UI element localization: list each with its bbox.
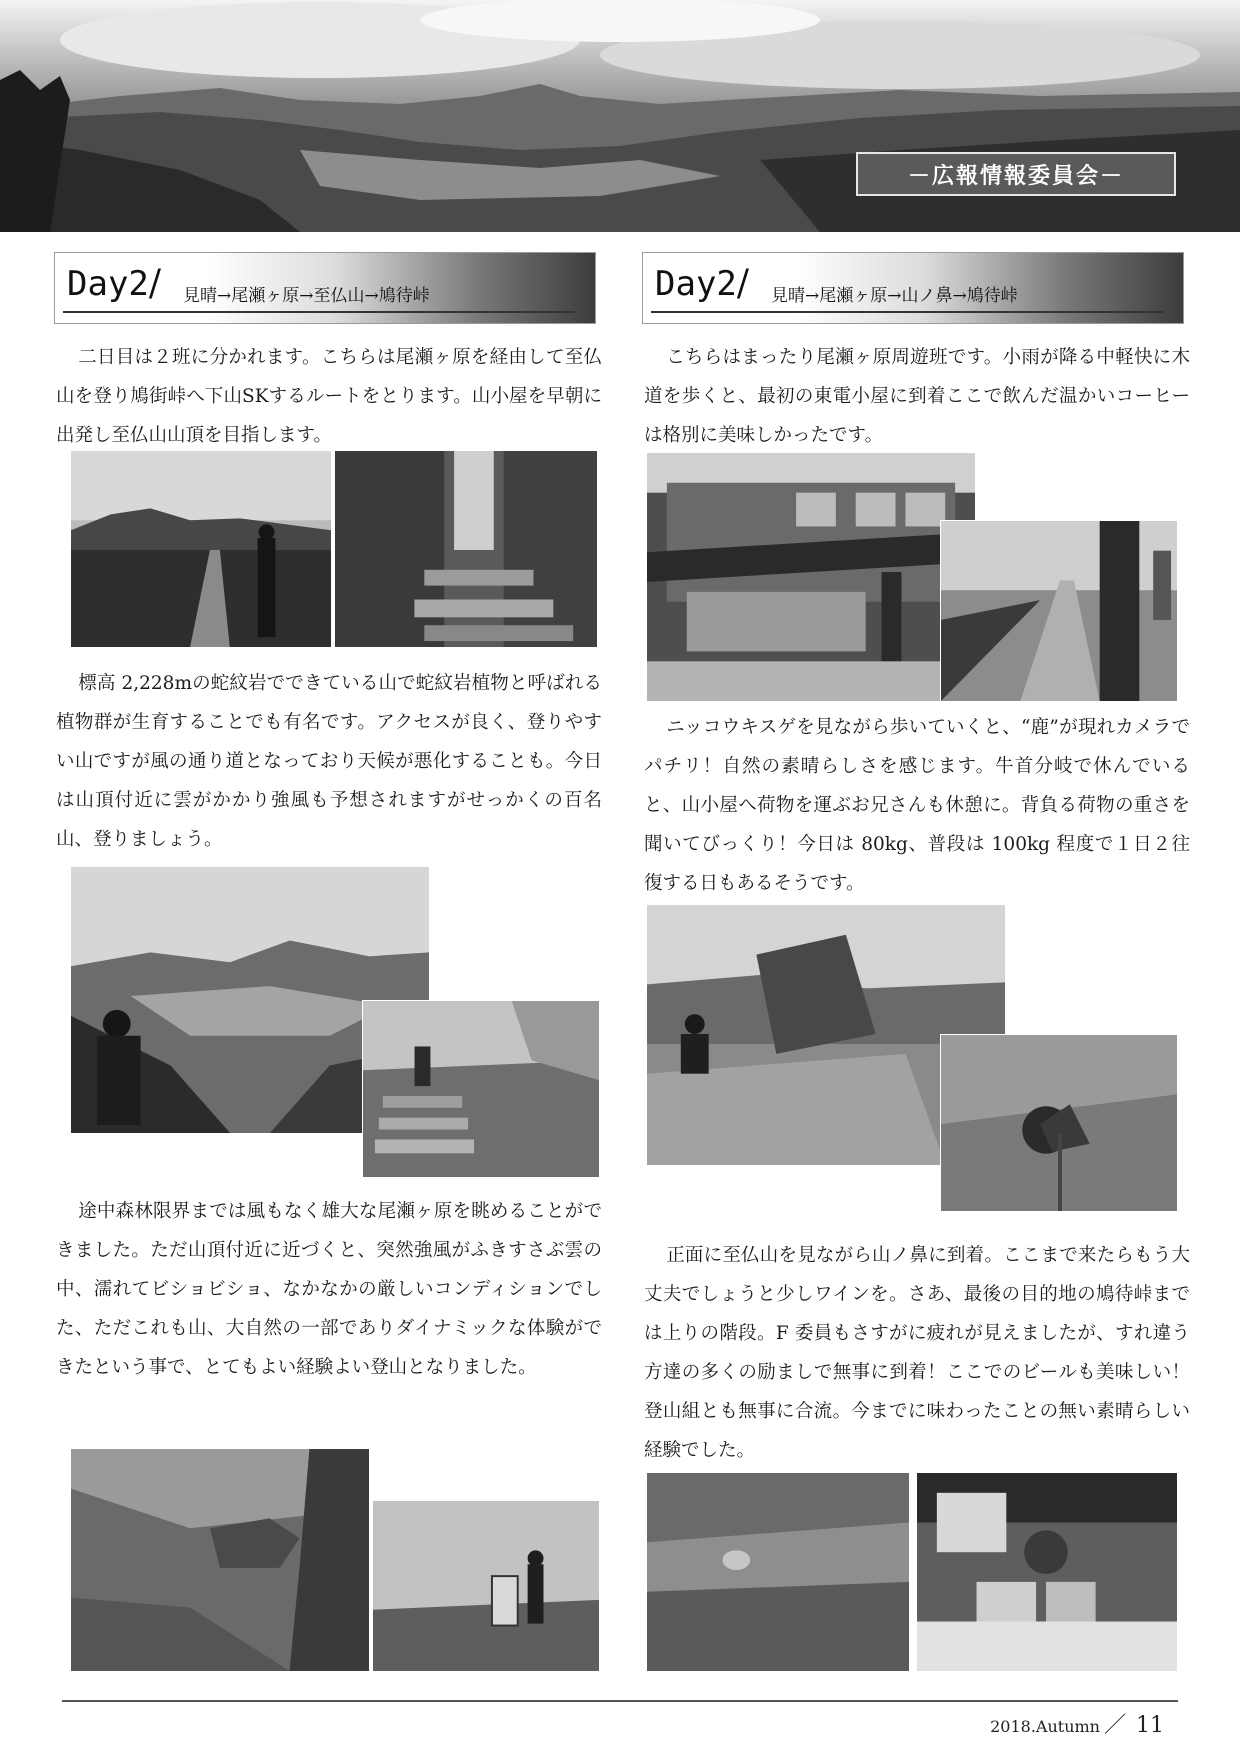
right-paragraph-2: ニッコウキスゲを見ながら歩いていくと、“鹿”が現れカメラでパチリ！自然の素晴らしさを感じます。牛首分岐で休んでいると、山小屋へ荷物を運ぶお兄さんも休憩に。背負る荷物の重さを聞いてびっくり！今日は 80kg、普段は 100kg 程度で１日２往復する日もあるそうです。 — [644, 717, 1190, 894]
photo-suspension-bridge — [940, 520, 1178, 702]
right-day-label: Day2 — [655, 264, 737, 304]
page-number: 11 — [1136, 1713, 1164, 1738]
left-route: 見晴→尾瀬ヶ原→至仏山→鳩待峠 — [183, 286, 430, 306]
page-footer — [990, 1708, 1164, 1739]
photo-deer-in-grass — [646, 1472, 910, 1672]
right-paragraph-1: こちらはまったり尾瀬ヶ原周遊班です。小雨が降る中軽快に木道を歩くと、最初の東電小屋に到着ここで飲んだ温かいコーヒーは格別に美味しかったです。 — [644, 347, 1190, 446]
right-day-header — [642, 252, 1184, 324]
photo-wildflower — [940, 1034, 1178, 1212]
photo-rocky-ridge-fog — [70, 1448, 370, 1672]
right-route: 見晴→尾瀬ヶ原→山ノ鼻→鳩待峠 — [771, 286, 1018, 306]
photo-forest-trail — [334, 450, 598, 648]
header-banner-photo — [0, 0, 1240, 232]
footer-rule — [62, 1700, 1178, 1702]
left-day-title — [67, 263, 161, 304]
left-day-slash: / — [148, 263, 162, 304]
right-day-slash: / — [736, 263, 750, 304]
mountain-landscape-image — [0, 0, 1240, 232]
left-header-rule — [63, 311, 575, 313]
left-paragraph-3: 途中森林限界までは風もなく雄大な尾瀬ヶ原を眺めることができました。ただ山頂付近に近づくと、突然強風がふきすさぶ雲の中、濡れてビショビショ、なかなかの厳しいコンディションでした、ただこれも山、大自然の一部でありダイナミックな体験ができたという事で、とてもよい経験よい登山となりました。 — [56, 1201, 602, 1378]
photo-beer-toast — [916, 1472, 1178, 1672]
photo-mountain-hut — [646, 452, 976, 702]
right-paragraph-3: 正面に至仏山を見ながら山ノ鼻に到着。ここまで来たらもう大丈夫でしょうと少しワインを。さあ、最後の目的地の鳩待峠までは上りの階段。F 委員もさすがに疲れが見えましたが、すれ違う方達の多くの励ましで無事に到着！ここでのビールも美味しい！登山組とも無事に合流。今までに味わったことの無い素晴らしい経験でした。 — [644, 1245, 1190, 1461]
left-column — [56, 252, 602, 455]
left-paragraph-2: 標高 2,228mの蛇紋岩でできている山で蛇紋岩植物と呼ばれる植物群が生育することでも有名です。アクセスが良く、登りやすい山ですが風の通り道となっており天候が悪化することも。今日は山頂付近に雲がかかり強風も予想されますがせっかくの百名山、登りましょう。 — [56, 673, 602, 850]
footer-separator: ／ — [1103, 1713, 1126, 1738]
left-day-label: Day2 — [67, 264, 149, 304]
left-paragraph-1: 二日目は２班に分かれます。こちらは尾瀬ヶ原を経由して至仏山を登り鳩街峠へ下山SKするルートをとります。山小屋を早朝に出発し至仏山山頂を目指します。 — [56, 347, 602, 446]
committee-badge: －広報情報委員会－ — [856, 152, 1176, 196]
issue-label: 2018.Autumn — [990, 1717, 1100, 1736]
right-column — [644, 252, 1190, 455]
right-day-title — [655, 263, 749, 304]
photo-steps-in-fog — [362, 1000, 600, 1178]
photo-summit-marker — [372, 1500, 600, 1672]
photo-boardwalk-hiker — [70, 450, 332, 648]
right-header-rule — [651, 311, 1163, 313]
left-day-header — [54, 252, 596, 324]
